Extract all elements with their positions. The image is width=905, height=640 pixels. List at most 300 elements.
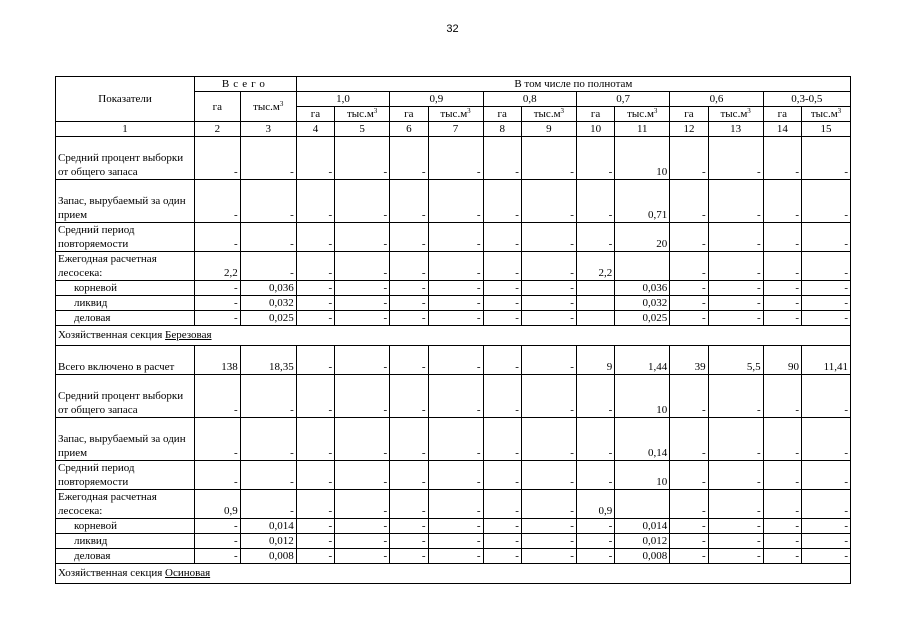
table-cell: -	[483, 281, 521, 296]
table-cell: -	[763, 375, 801, 418]
table-cell: -	[428, 223, 483, 252]
header-unit-ha: га	[763, 107, 801, 122]
header-unit-ha: га	[483, 107, 521, 122]
table-cell: -	[521, 461, 576, 490]
table-cell: -	[390, 490, 428, 519]
table-cell: -	[296, 534, 334, 549]
table-cell: -	[802, 311, 851, 326]
table-cell: -	[483, 549, 521, 564]
header-unit-vol	[335, 107, 390, 122]
table-cell: -	[240, 418, 296, 461]
table-cell: -	[483, 223, 521, 252]
table-cell: -	[296, 252, 334, 281]
table-cell: 0,14	[615, 418, 670, 461]
table-cell: -	[240, 137, 296, 180]
table-cell: -	[521, 418, 576, 461]
table-cell: -	[296, 461, 334, 490]
table-cell: -	[576, 549, 614, 564]
table-cell: -	[670, 296, 708, 311]
column-number: 6	[390, 122, 428, 137]
table-cell: 138	[195, 346, 241, 375]
table-cell: -	[708, 418, 763, 461]
table-cell: -	[483, 311, 521, 326]
page-number: 32	[446, 23, 459, 35]
table-cell: -	[390, 549, 428, 564]
table-cell: -	[335, 490, 390, 519]
table-cell: -	[802, 180, 851, 223]
header-unit-vol	[428, 107, 483, 122]
table-cell: -	[296, 418, 334, 461]
table-cell: -	[670, 252, 708, 281]
table-body	[56, 137, 851, 584]
table-row	[56, 549, 851, 564]
table-row	[56, 311, 851, 326]
table-cell: -	[670, 375, 708, 418]
table-cell: -	[670, 418, 708, 461]
table-cell: -	[670, 549, 708, 564]
row-label: корневой	[56, 281, 195, 296]
table-cell: 90	[763, 346, 801, 375]
table-cell: -	[708, 311, 763, 326]
table-cell: 0,032	[240, 296, 296, 311]
table-cell: -	[802, 296, 851, 311]
table-cell: -	[670, 311, 708, 326]
table-cell: -	[763, 311, 801, 326]
table-cell: -	[521, 519, 576, 534]
column-number: 7	[428, 122, 483, 137]
table-row	[56, 252, 851, 281]
header-density: 0,9	[390, 92, 483, 107]
table-cell: -	[296, 346, 334, 375]
table-cell: -	[763, 534, 801, 549]
header-unit-ha: га	[390, 107, 428, 122]
row-label: Средний период повторяемости	[56, 461, 195, 490]
header-total-ha: га	[195, 92, 241, 122]
table-cell: -	[428, 180, 483, 223]
table-cell: -	[390, 519, 428, 534]
table-cell: 39	[670, 346, 708, 375]
table-cell: 5,5	[708, 346, 763, 375]
table-cell: 20	[615, 223, 670, 252]
table-cell: -	[483, 461, 521, 490]
table-cell: -	[195, 296, 241, 311]
table-cell: -	[763, 137, 801, 180]
table-cell: 10	[615, 137, 670, 180]
table-cell: 1,44	[615, 346, 670, 375]
column-number: 1	[56, 122, 195, 137]
table-cell: -	[428, 346, 483, 375]
table-cell: -	[576, 223, 614, 252]
table-cell: -	[195, 534, 241, 549]
header-unit-ha: га	[576, 107, 614, 122]
table-cell: -	[390, 346, 428, 375]
forest-harvest-table	[55, 76, 851, 584]
table-cell: -	[428, 281, 483, 296]
table-row	[56, 346, 851, 375]
table-cell: -	[708, 137, 763, 180]
table-cell: -	[390, 252, 428, 281]
table-cell: -	[335, 534, 390, 549]
table-cell: 0,025	[240, 311, 296, 326]
header-density: 0,6	[670, 92, 763, 107]
table-cell: -	[390, 223, 428, 252]
table-cell: -	[576, 519, 614, 534]
table-cell: -	[428, 296, 483, 311]
table-cell: -	[335, 296, 390, 311]
table-cell: -	[521, 223, 576, 252]
column-number: 3	[240, 122, 296, 137]
table-cell: -	[802, 418, 851, 461]
table-cell: -	[335, 137, 390, 180]
row-label: деловая	[56, 549, 195, 564]
table-cell: -	[296, 137, 334, 180]
table-cell: 0,014	[240, 519, 296, 534]
table-cell: -	[390, 296, 428, 311]
header-density: 0,8	[483, 92, 576, 107]
table-cell: 0,036	[615, 281, 670, 296]
table-row	[56, 137, 851, 180]
header-total-vol: $тыс.м^3$	[240, 92, 296, 122]
column-number: 12	[670, 122, 708, 137]
table-cell: -	[521, 137, 576, 180]
table-cell: -	[670, 490, 708, 519]
table-cell: -	[670, 281, 708, 296]
unit-vol-text: тыс.м	[627, 108, 654, 120]
table-cell: -	[483, 490, 521, 519]
table-cell: 0,012	[615, 534, 670, 549]
table-cell: -	[576, 137, 614, 180]
table-cell: -	[390, 418, 428, 461]
header-density: 1,0	[296, 92, 389, 107]
table-cell: 0,9	[576, 490, 614, 519]
table-cell: -	[576, 375, 614, 418]
table-cell: -	[195, 375, 241, 418]
unit-vol-text: тыс.м	[810, 108, 838, 120]
header-unit-ha: га	[670, 107, 708, 122]
table-cell: -	[708, 281, 763, 296]
table-cell: -	[670, 137, 708, 180]
table-cell: -	[240, 180, 296, 223]
table-cell: -	[670, 180, 708, 223]
table-cell: -	[802, 137, 851, 180]
table-cell: -	[335, 549, 390, 564]
section-prefix: Хозяйственная секция	[58, 567, 166, 579]
table-cell: -	[802, 281, 851, 296]
table-cell: -	[428, 534, 483, 549]
section-prefix: Хозяйственная секция	[58, 329, 166, 341]
table-cell: -	[296, 223, 334, 252]
table-cell: -	[335, 519, 390, 534]
table-cell: -	[763, 252, 801, 281]
table-cell	[576, 281, 614, 296]
table-cell: 10	[615, 375, 670, 418]
table-cell: -	[296, 375, 334, 418]
header-density: 0,7	[576, 92, 669, 107]
table-cell: -	[763, 281, 801, 296]
header-unit-vol	[521, 107, 576, 122]
table-cell: -	[428, 549, 483, 564]
table-cell: -	[763, 461, 801, 490]
table-cell: -	[802, 375, 851, 418]
table-cell: -	[335, 281, 390, 296]
table-cell: -	[708, 461, 763, 490]
table-cell: -	[670, 534, 708, 549]
table-cell: -	[521, 311, 576, 326]
table-cell: -	[483, 296, 521, 311]
unit-vol-text: тыс.м	[533, 108, 561, 120]
row-label: Ежегодная расчетная лесосека:	[56, 490, 195, 519]
table-row	[56, 418, 851, 461]
table-cell: -	[802, 490, 851, 519]
table-cell: -	[428, 311, 483, 326]
row-label: деловая	[56, 311, 195, 326]
column-number: 5	[335, 122, 390, 137]
table-cell: -	[670, 461, 708, 490]
table-cell: -	[763, 180, 801, 223]
table-cell: -	[521, 534, 576, 549]
table-cell	[615, 490, 670, 519]
unit-vol-exponent: 3	[373, 107, 378, 115]
table-cell: -	[708, 180, 763, 223]
header-density: 0,3-0,5	[763, 92, 850, 107]
table-cell: -	[428, 252, 483, 281]
column-number: 14	[763, 122, 801, 137]
column-number: 11	[615, 122, 670, 137]
table-cell: -	[483, 534, 521, 549]
row-label: Средний процент выборки от общего запаса	[56, 137, 195, 180]
table-cell: -	[195, 180, 241, 223]
section-title	[56, 326, 851, 346]
table-cell: -	[335, 418, 390, 461]
header-unit-vol	[802, 107, 851, 122]
table-cell: -	[576, 534, 614, 549]
unit-vol-exponent: 3	[653, 107, 658, 115]
table-cell: -	[708, 549, 763, 564]
table-row	[56, 534, 851, 549]
table-cell: -	[390, 180, 428, 223]
column-number: 13	[708, 122, 763, 137]
table-row	[56, 296, 851, 311]
table-row	[56, 490, 851, 519]
column-number: 9	[521, 122, 576, 137]
column-number: 4	[296, 122, 334, 137]
table-cell: -	[428, 418, 483, 461]
table-cell: -	[521, 375, 576, 418]
table-cell: -	[802, 519, 851, 534]
table-cell: 2,2	[576, 252, 614, 281]
table-row	[56, 375, 851, 418]
section-row	[56, 326, 851, 346]
section-row	[56, 564, 851, 584]
table-cell: -	[576, 418, 614, 461]
table-header	[56, 77, 851, 137]
table-cell: -	[390, 311, 428, 326]
table-cell: 2,2	[195, 252, 241, 281]
table-cell: -	[763, 519, 801, 534]
column-number: 15	[802, 122, 851, 137]
table-cell: -	[670, 223, 708, 252]
table-cell: -	[195, 311, 241, 326]
table-cell: -	[802, 252, 851, 281]
table-cell: 10	[615, 461, 670, 490]
header-unit-vol	[708, 107, 763, 122]
table-cell: -	[483, 418, 521, 461]
unit-vol-text: тыс.м	[440, 108, 468, 120]
row-label: Всего включено в расчет	[56, 346, 195, 375]
unit-vol-text: тыс.м	[346, 108, 374, 120]
table-cell: -	[708, 296, 763, 311]
table-cell: 0,025	[615, 311, 670, 326]
table-cell: -	[521, 549, 576, 564]
section-title	[56, 564, 851, 584]
row-label: Запас, вырубаемый за один прием	[56, 180, 195, 223]
table-cell: -	[195, 519, 241, 534]
table-cell: -	[335, 180, 390, 223]
table-cell	[576, 296, 614, 311]
table-cell: -	[483, 252, 521, 281]
table-cell	[615, 252, 670, 281]
table-cell: -	[296, 311, 334, 326]
table-cell: -	[521, 252, 576, 281]
table-cell: 18,35	[240, 346, 296, 375]
row-label: ликвид	[56, 534, 195, 549]
table-cell: -	[296, 281, 334, 296]
table-cell: -	[296, 519, 334, 534]
table-cell: -	[521, 490, 576, 519]
column-number: 10	[576, 122, 614, 137]
table-cell: -	[802, 461, 851, 490]
table-cell: -	[428, 490, 483, 519]
table-cell: -	[240, 375, 296, 418]
table-cell: -	[296, 180, 334, 223]
column-number: 2	[195, 122, 241, 137]
table-row	[56, 180, 851, 223]
row-label: Средний период повторяемости	[56, 223, 195, 252]
table-cell: -	[296, 296, 334, 311]
table-cell: -	[195, 418, 241, 461]
table-cell: -	[521, 180, 576, 223]
table-cell: -	[763, 223, 801, 252]
table-cell: -	[521, 281, 576, 296]
table-cell: -	[708, 490, 763, 519]
table-cell: -	[195, 137, 241, 180]
table-cell: -	[708, 252, 763, 281]
header-by-density: В том числе по полнотам	[296, 77, 850, 92]
table-cell: 11,41	[802, 346, 851, 375]
table-cell: 0,014	[615, 519, 670, 534]
table-cell: -	[521, 296, 576, 311]
table-row	[56, 461, 851, 490]
table-cell: 0,012	[240, 534, 296, 549]
table-cell: 0,036	[240, 281, 296, 296]
table-cell: -	[428, 375, 483, 418]
table-cell: -	[763, 418, 801, 461]
table-cell: 0,9	[195, 490, 241, 519]
table-cell: 9	[576, 346, 614, 375]
table-cell: -	[428, 461, 483, 490]
table-cell: -	[763, 296, 801, 311]
table-cell: -	[296, 490, 334, 519]
table-cell: -	[240, 490, 296, 519]
table-cell: -	[335, 461, 390, 490]
header-unit-ha: га	[296, 107, 334, 122]
table-cell: -	[296, 549, 334, 564]
table-cell: -	[195, 549, 241, 564]
table-cell: -	[240, 461, 296, 490]
table-cell: -	[240, 252, 296, 281]
row-label: Запас, вырубаемый за один прием	[56, 418, 195, 461]
table-cell: 0,008	[240, 549, 296, 564]
table-cell: -	[390, 281, 428, 296]
table-cell: -	[195, 461, 241, 490]
table-cell: -	[335, 311, 390, 326]
table-cell: -	[483, 137, 521, 180]
table-cell: -	[390, 534, 428, 549]
row-label: Ежегодная расчетная лесосека:	[56, 252, 195, 281]
table-cell: -	[670, 519, 708, 534]
table-cell: -	[576, 461, 614, 490]
table-cell: -	[335, 375, 390, 418]
table-cell: -	[763, 549, 801, 564]
table-cell: 0,71	[615, 180, 670, 223]
table-cell: -	[483, 519, 521, 534]
row-label: корневой	[56, 519, 195, 534]
table-cell: -	[390, 375, 428, 418]
table-cell: -	[802, 223, 851, 252]
table-cell: -	[576, 180, 614, 223]
table-cell: -	[521, 346, 576, 375]
table-cell: -	[708, 223, 763, 252]
table-cell: -	[428, 519, 483, 534]
table-cell: -	[802, 534, 851, 549]
table-row	[56, 519, 851, 534]
unit-vol-exponent: 3	[837, 107, 842, 115]
table-cell: 0,032	[615, 296, 670, 311]
table-cell: -	[483, 346, 521, 375]
unit-vol-exponent: 3	[747, 107, 751, 115]
table-cell: -	[483, 180, 521, 223]
table-row	[56, 281, 851, 296]
header-total: Всего	[195, 77, 297, 92]
header-indicators: Показатели	[56, 77, 195, 122]
table-cell: -	[483, 375, 521, 418]
unit-vol-exponent: 3	[560, 107, 565, 115]
unit-vol-text: тыс.м	[720, 108, 748, 120]
table-cell: -	[390, 461, 428, 490]
header-column-numbers	[56, 122, 851, 137]
row-label: Средний процент выборки от общего запаса	[56, 375, 195, 418]
unit-vol-exponent: 3	[467, 107, 471, 115]
table-cell: -	[335, 252, 390, 281]
table-cell: -	[195, 281, 241, 296]
table-cell: -	[802, 549, 851, 564]
table-row	[56, 223, 851, 252]
column-number: 8	[483, 122, 521, 137]
table-cell: -	[240, 223, 296, 252]
header-unit-vol	[615, 107, 670, 122]
section-name: Осиновая	[165, 567, 211, 579]
table-cell: -	[763, 490, 801, 519]
table-cell: -	[195, 223, 241, 252]
section-name: Березовая	[165, 329, 212, 341]
table-cell	[576, 311, 614, 326]
table-cell: -	[708, 375, 763, 418]
table-cell: -	[708, 519, 763, 534]
table-cell: -	[708, 534, 763, 549]
row-label: ликвид	[56, 296, 195, 311]
table-cell: 0,008	[615, 549, 670, 564]
table-cell: -	[335, 223, 390, 252]
